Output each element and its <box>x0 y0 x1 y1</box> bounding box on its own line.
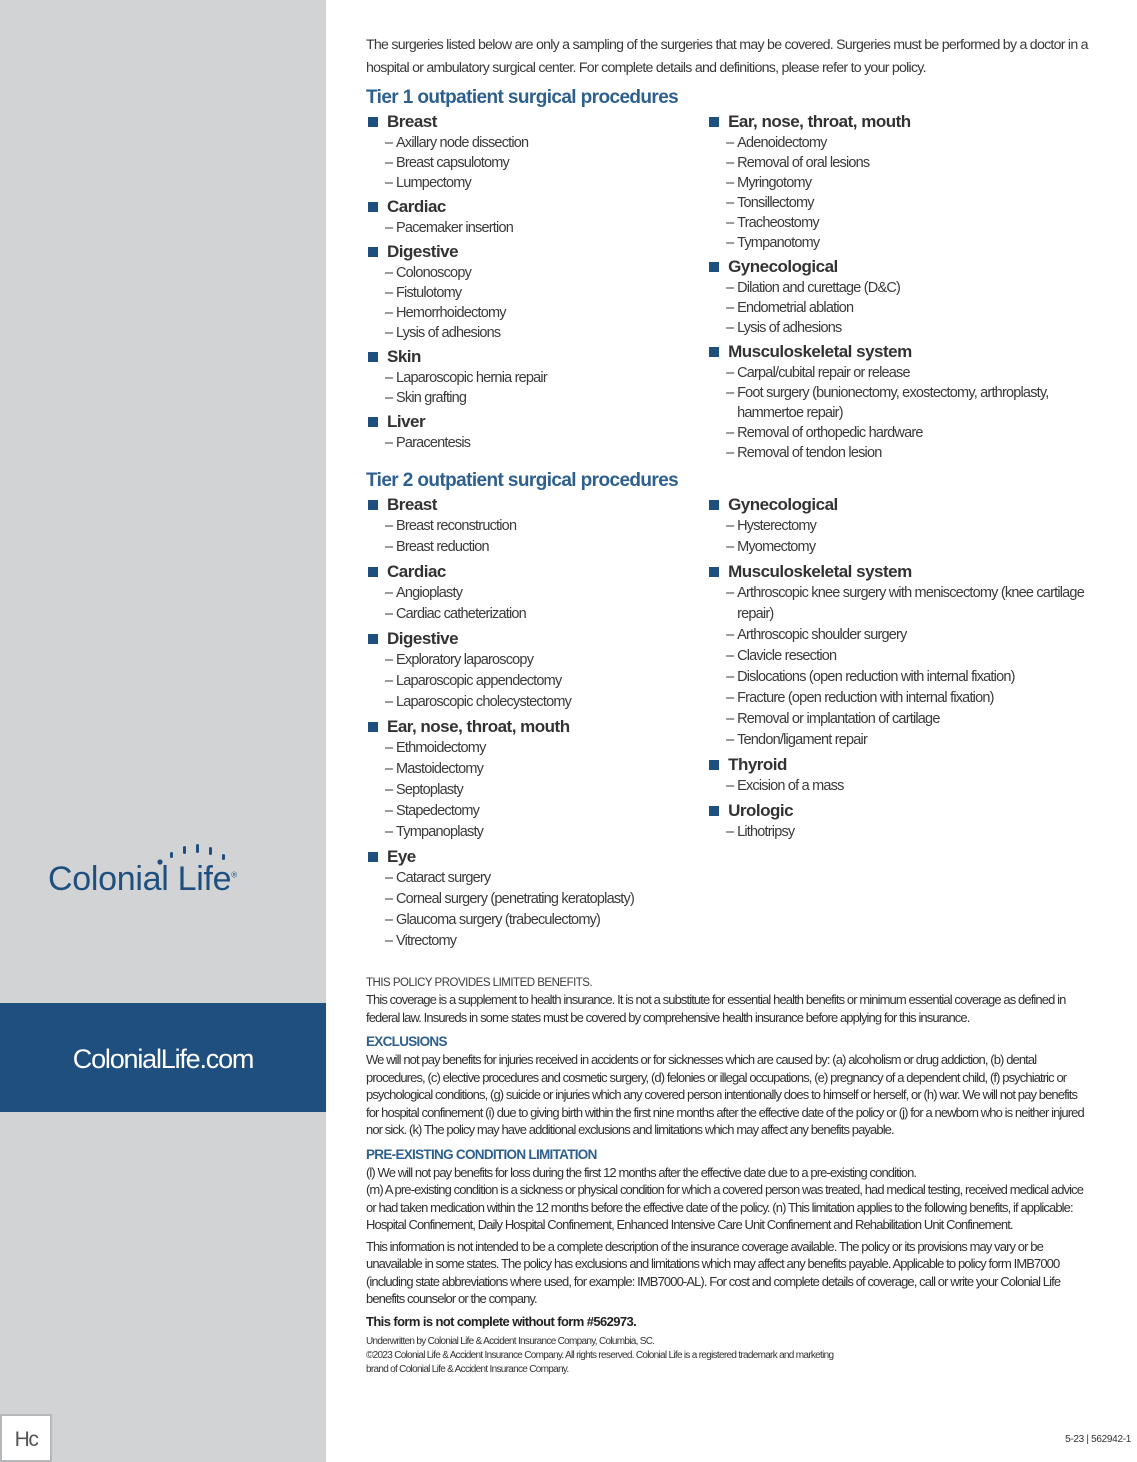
procedure-item: – Corneal surgery (penetrating keratoplasty) <box>385 889 707 910</box>
procedure-item: – Axillary node dissection <box>385 133 707 153</box>
category-label: Digestive <box>387 242 459 261</box>
procedure-list <box>707 583 1106 751</box>
tier2-title: Tier 2 outpatient surgical procedures <box>366 470 679 491</box>
square-bullet-icon <box>368 247 378 257</box>
tier1-title: Tier 1 outpatient surgical procedures <box>366 87 679 108</box>
category-label: Musculoskeletal system <box>728 562 912 581</box>
procedure-item: – Septoplasty <box>385 780 707 801</box>
category-heading <box>707 256 1106 278</box>
procedure-list <box>707 133 1106 253</box>
category-heading <box>366 628 707 650</box>
category-label: Gynecological <box>728 257 838 276</box>
category-liver <box>366 411 707 453</box>
form-completeness-note: This form is not complete without form #562973. <box>366 1313 637 1329</box>
category-heading <box>707 494 1106 516</box>
preexisting-paragraph-2: (m) A pre-existing condition is a sickness or physical condition for which a covered person was treated, had medical testing, received medical advice or had taken medication within the 12 months before the effective date of the policy. (n) This limitation applies to the following benefits, if applicable: Hospital Confinement, Daily Hospital Confinement, Enhanced Intensive Care Unit Confinement and Rehabilitation Unit Confinement. <box>366 1182 1084 1232</box>
category-digestive <box>366 628 707 713</box>
category-label: Thyroid <box>728 755 787 774</box>
procedure-list <box>707 278 1106 338</box>
procedure-item: – Cataract surgery <box>385 868 707 889</box>
category-label: Gynecological <box>728 495 838 514</box>
category-label: Breast <box>387 495 437 514</box>
category-heading <box>707 111 1106 133</box>
square-bullet-icon <box>709 117 719 127</box>
category-cardiac <box>366 196 707 238</box>
procedure-item: – Arthroscopic shoulder surgery <box>726 625 1106 646</box>
category-ear-nose-throat-mouth <box>707 111 1106 253</box>
procedure-list <box>366 218 707 238</box>
underwriter-line: Underwritten by Colonial Life & Accident Insurance Company, Columbia, SC. <box>366 1335 655 1347</box>
category-heading <box>707 754 1106 776</box>
procedure-list <box>366 738 707 843</box>
category-label: Cardiac <box>387 197 446 216</box>
square-bullet-icon <box>368 852 378 862</box>
category-label: Liver <box>387 412 426 431</box>
main-content <box>366 34 1106 952</box>
procedure-item: – Ethmoidectomy <box>385 738 707 759</box>
category-cardiac <box>366 561 707 625</box>
disclosure-section <box>366 977 1090 1377</box>
procedure-item: – Removal or implantation of cartilage <box>726 709 1106 730</box>
procedure-item: – Tonsillectomy <box>726 193 1106 213</box>
square-bullet-icon <box>709 806 719 816</box>
procedure-item: – Pacemaker insertion <box>385 218 707 238</box>
procedure-item: – Hemorrhoidectomy <box>385 303 707 323</box>
procedure-item: – Breast reconstruction <box>385 516 707 537</box>
badge-label: Hc <box>14 1428 38 1451</box>
category-label: Digestive <box>387 629 459 648</box>
procedure-item: – Tendon/ligament repair <box>726 730 1106 751</box>
website-banner <box>0 1003 326 1112</box>
procedure-item: – Arthroscopic knee surgery with meniscectomy (knee cartilage repair) <box>726 583 1106 625</box>
procedure-item: – Skin grafting <box>385 388 707 408</box>
procedure-item: – Myringotomy <box>726 173 1106 193</box>
square-bullet-icon <box>368 634 378 644</box>
category-musculoskeletal-system <box>707 561 1106 751</box>
procedure-item: – Mastoidectomy <box>385 759 707 780</box>
square-bullet-icon <box>368 417 378 427</box>
category-musculoskeletal-system <box>707 341 1106 463</box>
category-skin <box>366 346 707 408</box>
category-label: Ear, nose, throat, mouth <box>387 717 570 736</box>
procedure-item: – Removal of oral lesions <box>726 153 1106 173</box>
procedure-list <box>366 368 707 408</box>
procedure-item: – Cardiac catheterization <box>385 604 707 625</box>
tier1-left-column <box>366 111 707 463</box>
procedure-item: – Laparoscopic hernia repair <box>385 368 707 388</box>
procedure-item: – Paracentesis <box>385 433 707 453</box>
procedure-item: – Lysis of adhesions <box>385 323 707 343</box>
logo-wordmark: Colonial Life® <box>48 860 237 898</box>
procedure-list <box>707 776 1106 797</box>
procedure-list <box>707 822 1106 843</box>
square-bullet-icon <box>368 722 378 732</box>
procedure-item: – Laparoscopic cholecystectomy <box>385 692 707 713</box>
category-heading <box>707 800 1106 822</box>
square-bullet-icon <box>709 347 719 357</box>
category-label: Eye <box>387 847 416 866</box>
procedure-item: – Removal of orthopedic hardware <box>726 423 1106 443</box>
procedure-item: – Angioplasty <box>385 583 707 604</box>
procedure-item: – Excision of a mass <box>726 776 1106 797</box>
legal-notice <box>366 1335 836 1377</box>
tier2-right-column <box>707 494 1106 952</box>
category-breast <box>366 111 707 193</box>
procedure-item: – Adenoidectomy <box>726 133 1106 153</box>
procedure-item: – Tympanotomy <box>726 233 1106 253</box>
colonial-life-logo <box>48 838 288 902</box>
tier1-right-column <box>707 111 1106 463</box>
category-heading <box>366 111 707 133</box>
square-bullet-icon <box>709 567 719 577</box>
procedure-item: – Carpal/cubital repair or release <box>726 363 1106 383</box>
procedure-item: – Dislocations (open reduction with internal fixation) <box>726 667 1106 688</box>
supplement-paragraph: This coverage is a supplement to health insurance. It is not a substitute for essential health benefits or minimum essential coverage as defined in federal law. Insureds in some states must be covered by comprehensive health insurance before applying for this insurance. <box>366 992 1066 1025</box>
procedure-item: – Exploratory laparoscopy <box>385 650 707 671</box>
information-paragraph: This information is not intended to be a complete description of the insurance coverage available. The policy or its provisions may vary or be unavailable in some states. The policy has exclusions and limitations which may affect any benefits payable. Applicable to policy form IMB7000 (including state abbreviations where used, for example: IMB7000-AL). For cost and complete details of coverage, call or write your Colonial Life benefits counselor or the company. <box>366 1238 1061 1306</box>
square-bullet-icon <box>709 500 719 510</box>
procedure-item: – Fistulotomy <box>385 283 707 303</box>
tier1-columns <box>366 111 1106 463</box>
copyright-line: ©2023 Colonial Life & Accident Insurance Company. All rights reserved. Colonial Life is a registered trademark and marketing brand of Colonial Life & Accident Insurance Company. <box>366 1349 834 1375</box>
intro-paragraph: The surgeries listed below are only a sampling of the surgeries that may be covered. Surgeries must be performed by a doctor in a hospital or ambulatory surgical center. For complete details and definitions, please refer to your policy. <box>366 37 1088 76</box>
square-bullet-icon <box>368 202 378 212</box>
procedure-item: – Fracture (open reduction with internal fixation) <box>726 688 1106 709</box>
procedure-list <box>366 263 707 343</box>
category-label: Ear, nose, throat, mouth <box>728 112 911 131</box>
square-bullet-icon <box>368 352 378 362</box>
procedure-item: – Laparoscopic appendectomy <box>385 671 707 692</box>
procedure-item: – Hysterectomy <box>726 516 1106 537</box>
procedure-list <box>366 516 707 558</box>
square-bullet-icon <box>368 117 378 127</box>
procedure-item: – Myomectomy <box>726 537 1106 558</box>
category-breast <box>366 494 707 558</box>
category-label: Skin <box>387 347 421 366</box>
procedure-item: – Dilation and curettage (D&C) <box>726 278 1106 298</box>
procedure-item: – Breast capsulotomy <box>385 153 707 173</box>
procedure-item: – Tracheostomy <box>726 213 1106 233</box>
category-heading <box>366 716 707 738</box>
exclusions-paragraph: We will not pay benefits for injuries received in accidents or for sicknesses which are caused by: (a) alcoholism or drug addiction, (b) dental procedures, (c) elective procedures and cosmetic surgery, (d) felonies or illegal occupations, (e) pregnancy of a dependent child, (f) psychiatric or psychological conditions, (g) suicide or injuries which any covered person intentionally does to himself or herself, or (h) war. We will not pay benefits for hospital confinement (i) due to giving birth within the first nine months after the effective date of the policy or (j) for a newborn who is neither injured nor sick. (k) The policy may have additional exclusions and limitations which may affect any benefits payable. <box>366 1052 1084 1137</box>
category-heading <box>366 241 707 263</box>
category-gynecological <box>707 494 1106 558</box>
procedure-list <box>366 433 707 453</box>
category-heading <box>366 411 707 433</box>
square-bullet-icon <box>368 500 378 510</box>
category-heading <box>366 346 707 368</box>
procedure-item: – Vitrectomy <box>385 931 707 952</box>
category-heading <box>366 196 707 218</box>
procedure-list <box>366 868 707 952</box>
category-heading <box>366 561 707 583</box>
category-gynecological <box>707 256 1106 338</box>
square-bullet-icon <box>709 262 719 272</box>
square-bullet-icon <box>368 567 378 577</box>
category-label: Cardiac <box>387 562 446 581</box>
form-code: 5-23 | 562942-1 <box>1065 1434 1131 1445</box>
tier2-columns <box>366 494 1106 952</box>
procedure-item: – Glaucoma surgery (trabeculectomy) <box>385 910 707 931</box>
procedure-list <box>707 363 1106 463</box>
procedure-item: – Removal of tendon lesion <box>726 443 1106 463</box>
category-heading <box>707 561 1106 583</box>
procedure-item: – Lysis of adhesions <box>726 318 1106 338</box>
square-bullet-icon <box>709 760 719 770</box>
procedure-list <box>366 133 707 193</box>
corner-badge <box>0 1414 52 1462</box>
exclusions-heading: EXCLUSIONS <box>366 1034 447 1049</box>
tier2-left-column <box>366 494 707 952</box>
website-url[interactable]: ColonialLife.com <box>72 1044 254 1074</box>
procedure-list <box>366 583 707 625</box>
category-digestive <box>366 241 707 343</box>
preexisting-heading: PRE-EXISTING CONDITION LIMITATION <box>366 1146 597 1162</box>
preexisting-paragraph-1: (l) We will not pay benefits for loss during the first 12 months after the effective date due to a pre-existing condition. <box>366 1164 917 1180</box>
procedure-list <box>366 650 707 713</box>
category-heading <box>707 341 1106 363</box>
category-heading <box>366 846 707 868</box>
category-label: Breast <box>387 112 437 131</box>
category-heading <box>366 494 707 516</box>
category-label: Musculoskeletal system <box>728 342 912 361</box>
procedure-item: – Foot surgery (bunionectomy, exostectomy, arthroplasty, hammertoe repair) <box>726 383 1106 423</box>
category-ear-nose-throat-mouth <box>366 716 707 843</box>
procedure-item: – Lumpectomy <box>385 173 707 193</box>
procedure-list <box>707 516 1106 558</box>
procedure-item: – Clavicle resection <box>726 646 1106 667</box>
limited-benefits-notice: THIS POLICY PROVIDES LIMITED BENEFITS. <box>366 977 593 989</box>
sidebar <box>0 0 326 1462</box>
procedure-item: – Breast reduction <box>385 537 707 558</box>
category-thyroid <box>707 754 1106 797</box>
procedure-item: – Tympanoplasty <box>385 822 707 843</box>
procedure-item: – Stapedectomy <box>385 801 707 822</box>
category-label: Urologic <box>728 801 794 820</box>
procedure-item: – Lithotripsy <box>726 822 1106 843</box>
category-eye <box>366 846 707 952</box>
procedure-item: – Endometrial ablation <box>726 298 1106 318</box>
category-urologic <box>707 800 1106 843</box>
procedure-item: – Colonoscopy <box>385 263 707 283</box>
